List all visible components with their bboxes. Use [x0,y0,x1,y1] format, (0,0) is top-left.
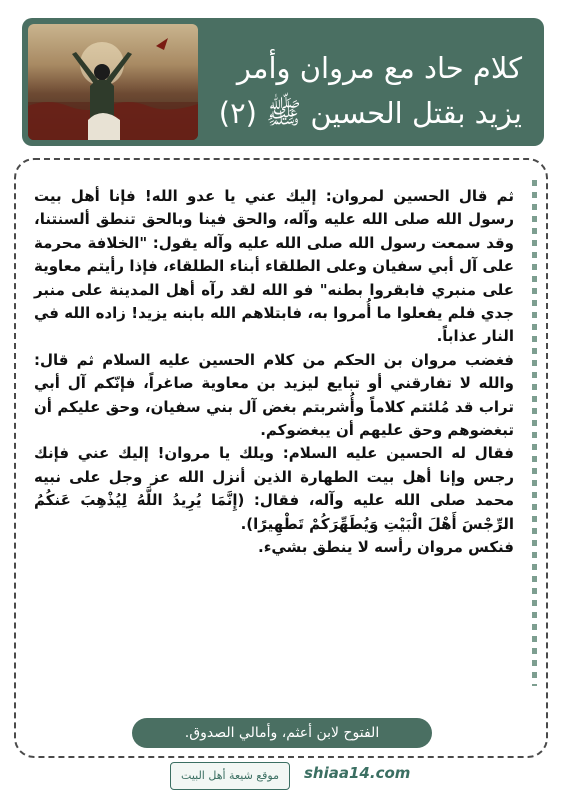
paragraph-4: فنكس مروان رأسه لا ينطق بشيء. [258,538,514,557]
paragraph-2: فغضب مروان بن الحكم من كلام الحسين عليه السلام ثم قال: والله لا تفارقني أو تبايع ليزيد بن معاوية صاغراً، فإنّكم آل أبي تراب قد مُلئتم كلاماً وأُشربتم بغض آل بني سفيان، وحق عليكم أن تبغضوهم وحق عليهم أن يبغضوكم. [34,350,514,440]
page-title [192,46,522,136]
site-logo: موقع شيعة أهل البيت [170,762,290,790]
paragraph-3: فقال له الحسين عليه السلام: ويلك يا مروان! إليك عني فإنك رجس وإنا أهل بيت الطهارة الذين أنزل الله عز وجل على نبيه محمد صلى الله عليه وآله، فقال: (إِنَّمَا يُرِيدُ اللَّهُ لِيُذْهِبَ عَنكُمُ الرِّجْسَ أَهْلَ الْبَيْتِ وَيُطَهِّرَكُمْ تَطْهِيرًا). [34,444,514,533]
site-url[interactable]: shiaa14.com [304,764,411,782]
header-illustration [28,24,198,140]
rider-illustration-icon [28,24,198,140]
article-body [34,185,514,560]
source-citation: الفتوح لابن أعثم، وأمالي الصدوق. [132,718,432,748]
title-banner [22,18,544,146]
paragraph-1: ثم قال الحسين لمروان: إليك عني يا عدو الله! فإنا أهل بيت رسول الله صلى الله عليه وآله، والحق فينا وبالحق تنطق ألسنتنا، وقد سمعت رسول الله صلى الله عليه وآله يقول: "الخلافة محرمة على آل أبي سفيان وعلى الطلقاء أبناء الطلقاء، فإذا رأيتم معاوية على منبري فابقروا بطنه" فو الله لقد رآه أهل المدينة على منبر جدي فلم يفعلوا ما أُمروا به، فابتلاهم الله بابنه يزيد! زاده الله في النار عذاباً. [34,187,514,346]
title-line-2: يزيد بقتل الحسين ﷺ (٢) [218,96,522,130]
decorative-stripe [532,180,537,686]
title-line-1: كلام حاد مع مروان وأمر [236,51,522,85]
